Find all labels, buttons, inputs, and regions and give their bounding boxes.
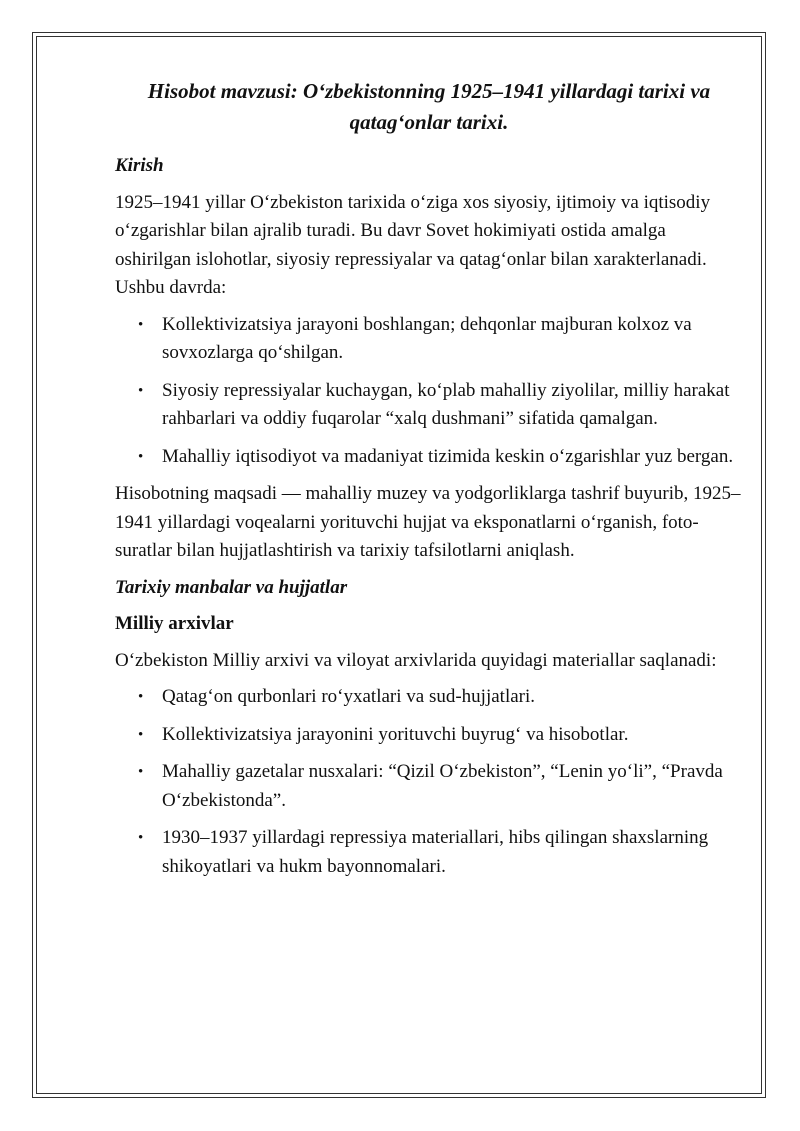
list-item: • Siyosiy repressiyalar kuchaygan, ko‘plab mahalliy ziyolilar, milliy harakat rahbarlari va oddiy fuqarolar “xalq dushmani” sifatida qamalgan. [162,377,743,434]
intro-bullet-list [115,311,743,472]
report-title: Hisobot mavzusi: O‘zbekistonning 1925–1941 yillardagi tarixi va qatag‘onlar tarixi. [147,79,711,134]
archives-bullet-list [115,683,743,881]
list-item: • 1930–1937 yillardagi repressiya materiallari, hibs qilingan shaxslarning shikoyatlari va hukm bayonnomalari. [162,824,743,881]
intro-paragraph-text: 1925–1941 yillar O‘zbekiston tarixida o‘ziga xos siyosiy, ijtimoiy va iqtisodiy o‘zgarishlar bilan ajralib turadi. Bu davr Sovet hokimiyati ostida amalga oshirilgan islohotlar, siyosiy repressiyalar va qatag‘onlar bilan xarakterlanadi. [115,191,711,270]
archives-heading: Milliy arxivlar [115,613,234,634]
intro-lead: Ushbu davrda: [115,277,227,298]
sources-heading: Tarixiy manbalar va hujjatlar [115,576,348,598]
archives-paragraph: O‘zbekiston Milliy arxivi va viloyat arxivlarida quyidagi materiallar saqlanadi: [115,649,717,671]
list-item: • Mahalliy gazetalar nusxalari: “Qizil O‘zbekiston”, “Lenin yo‘li”, “Pravda O‘zbekistonda”. [162,758,743,815]
list-item: • Kollektivizatsiya jarayonini yorituvchi buyrug‘ va hisobotlar. [162,721,743,750]
list-item: • Qatag‘on qurbonlari ro‘yxatlari va sud-hujjatlari. [162,683,743,712]
list-item: • Mahalliy iqtisodiyot va madaniyat tizimida keskin o‘zgarishlar yuz bergan. [162,443,743,472]
intro-paragraph [115,189,743,303]
goal-paragraph: Hisobotning maqsadi — mahalliy muzey va yodgorliklarga tashrif buyurib, 1925–1941 yillardagi voqealarni yorituvchi hujjat va eksponatlarni o‘rganish, foto-suratlar bilan hujjatlashtirish va tarixiy tafsilotlarni aniqlash. [115,483,741,561]
document-body [115,76,743,890]
intro-heading: Kirish [115,155,164,176]
list-item: • Kollektivizatsiya jarayoni boshlangan; dehqonlar majburan kolxoz va sovxozlarga qo‘shilgan. [162,311,743,368]
